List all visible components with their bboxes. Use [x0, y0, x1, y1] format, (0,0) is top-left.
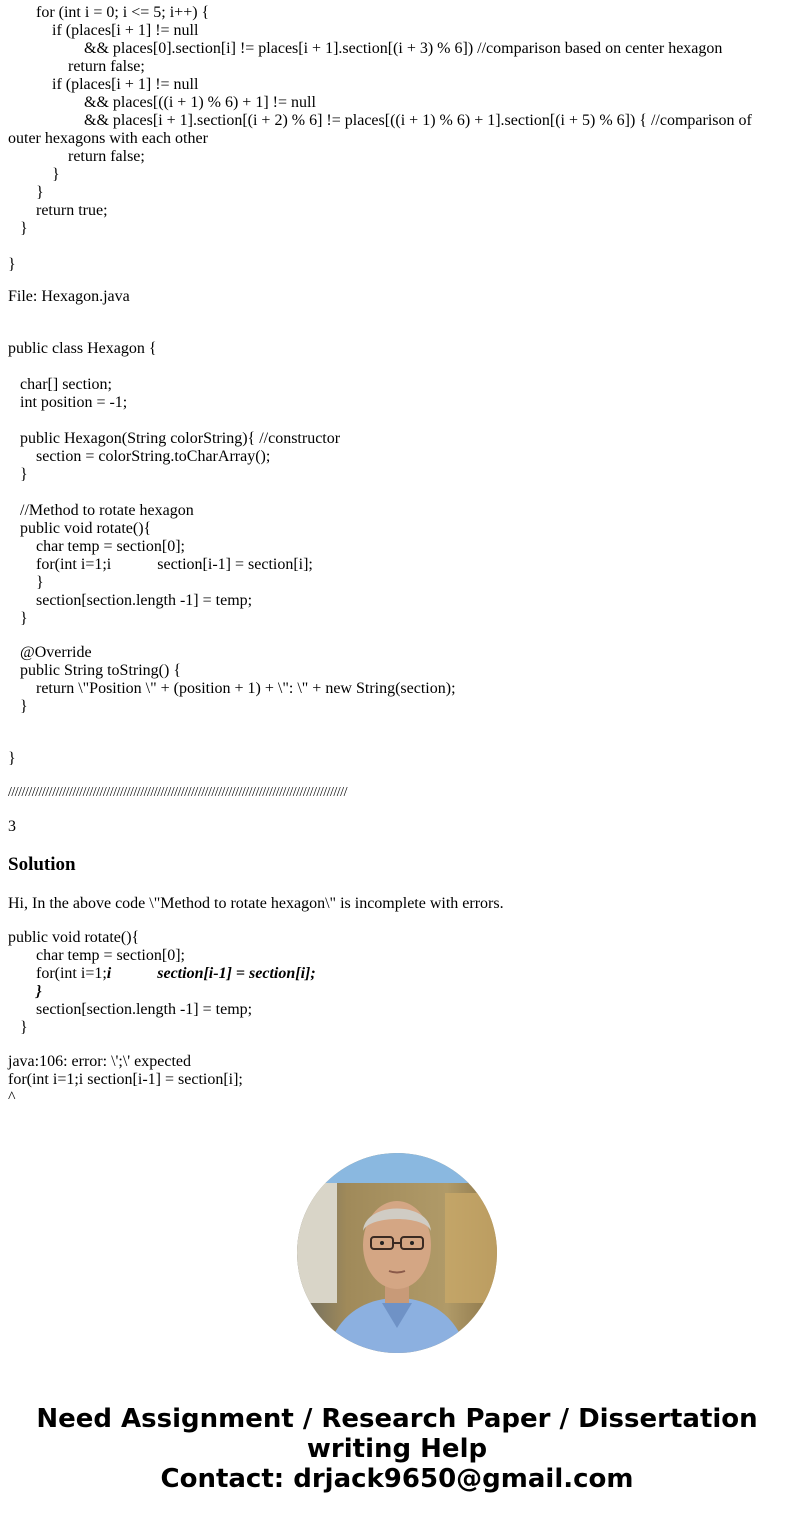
promo-line: Need Assignment / Research Paper / Dissertation	[36, 1404, 758, 1434]
code-line: public class Hexagon {	[8, 340, 157, 357]
code-line: if (places[i + 1] != null	[52, 22, 199, 39]
code-line: }	[20, 220, 28, 237]
code-line: public void rotate(){	[20, 520, 152, 537]
code-line: char temp = section[0];	[36, 947, 185, 964]
code-line: char temp = section[0];	[36, 538, 185, 555]
code-line: }	[8, 256, 16, 273]
code-line: return \"Position \" + (position + 1) + \": \" + new String(section);	[36, 680, 456, 697]
solution-intro: Hi, In the above code \"Method to rotate hexagon\" is incomplete with errors.	[8, 895, 504, 912]
code-line: int position = -1;	[20, 394, 128, 411]
code-line: return false;	[68, 148, 145, 165]
code-line: public Hexagon(String colorString){ //constructor	[20, 430, 341, 447]
code-line: }	[20, 466, 28, 483]
code-line: if (places[i + 1] != null	[52, 76, 199, 93]
separator-line: ////////////////////////////////////////////////////////////////////////////////////////////////////	[8, 785, 347, 800]
code-fragment: for(int i=1;i	[36, 556, 112, 573]
code-line: section[section.length -1] = temp;	[36, 1001, 253, 1018]
code-line: char[] section;	[20, 376, 112, 393]
code-line: }	[52, 166, 60, 183]
promo-contact: Contact: drjack9650@gmail.com	[160, 1464, 634, 1494]
code-line: public String toString() {	[20, 662, 182, 679]
code-line: }	[20, 1019, 28, 1036]
file-label: File: Hexagon.java	[8, 288, 130, 305]
code-line: section[section.length -1] = temp;	[36, 592, 253, 609]
code-fragment-highlight: i	[106, 965, 112, 982]
code-line	[36, 556, 313, 574]
code-fragment-highlight: section[i-1] = section[i];	[157, 965, 316, 982]
error-message: for(int i=1;i section[i-1] = section[i];	[8, 1071, 243, 1088]
author-photo	[297, 1153, 497, 1353]
code-line: }	[20, 698, 28, 715]
code-line: && places[((i + 1) % 6) + 1] != null	[84, 94, 316, 111]
code-line: return false;	[68, 58, 145, 75]
code-line: }	[36, 574, 44, 591]
code-line: }	[8, 750, 16, 767]
code-line: //Method to rotate hexagon	[20, 502, 194, 519]
code-line: outer hexagons with each other	[8, 130, 208, 147]
code-fragment: section[i-1] = section[i];	[157, 556, 313, 573]
question-number: 3	[8, 818, 16, 835]
code-line: && places[i + 1].section[(i + 2) % 6] != places[((i + 1) % 6) + 1].section[(i + 5) % 6]) { //comparison of	[84, 112, 752, 129]
error-message: java:106: error: \';\' expected	[8, 1053, 192, 1070]
code-line: }	[36, 184, 44, 201]
solution-heading: Solution	[8, 854, 76, 875]
error-caret: ^	[8, 1089, 16, 1106]
code-line: for (int i = 0; i <= 5; i++) {	[36, 4, 210, 21]
code-line: section = colorString.toCharArray();	[36, 448, 271, 465]
code-line: && places[0].section[i] != places[i + 1].section[(i + 3) % 6]) //comparison based on center hexagon	[84, 40, 723, 57]
code-line: public void rotate(){	[8, 929, 140, 946]
code-line: }	[36, 983, 42, 1000]
author-avatar	[297, 1153, 497, 1353]
code-line	[36, 965, 316, 983]
promo-line: writing Help	[306, 1434, 488, 1464]
code-line: return true;	[36, 202, 108, 219]
code-line: }	[20, 610, 28, 627]
code-fragment: for(int i=1;	[36, 965, 107, 982]
code-line: @Override	[20, 644, 92, 661]
